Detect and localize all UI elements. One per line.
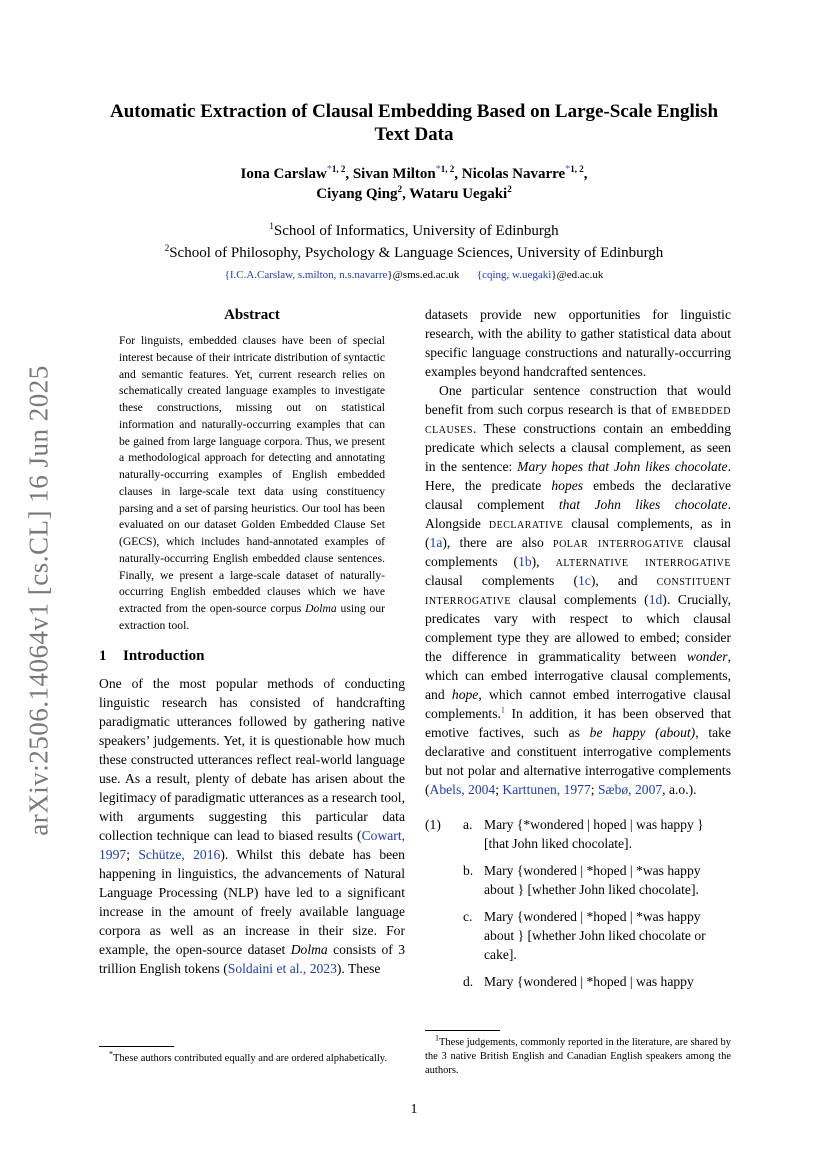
- citation-link[interactable]: Sæbø, 2007: [597, 782, 663, 797]
- example-text: Mary {*wondered | hoped | was happy } [that John liked chocolate].: [484, 817, 704, 851]
- example-ref-link[interactable]: 1d: [648, 592, 663, 607]
- arxiv-stamp-text: arXiv:2506.14064v1 [cs.CL] 16 Jun 2025: [23, 364, 54, 836]
- author-affil-sup: 1, 2: [440, 164, 455, 174]
- citation-link[interactable]: Abels, 2004: [429, 782, 496, 797]
- paper-header: [60, 100, 768, 282]
- email-list: {I.C.A.Carslaw, s.milton, n.s.navarre}@sms.ed.ac.uk {cqing, w.uegaki}@ed.ac.uk: [224, 269, 604, 281]
- page-number: 1: [410, 1102, 418, 1117]
- example-text: Mary {wondered | *hoped | *was happy about } [whether John liked chocolate].: [484, 863, 701, 897]
- footnote-equal-contribution: *These authors contributed equally and are ordered alphabetically.: [99, 1046, 405, 1066]
- body-paragraph: One particular sentence construction that would benefit from such corpus research is that of embedded clauses. These constructions contain an embedding predicate which selects a clausal complement, as seen in the sentence: Mary hopes that John likes chocolate. Here, the predicate hopes embeds the declarative clausal complement that John likes chocolate. Alongside declarative clausal complements, as in (1a), there are also polar interrogative clausal complements (1b), alternative interrogative clausal complements (1c), and constituent interrogative clausal complements (1d). Crucially, predicates vary with respect to which clausal complement type they are allowed to embed; consider the difference in grammaticality between wonder, which can embed interrogative clausal complements, and hope, which cannot embed interrogative clausal complements.$^1$ In addition, it has been observed that emotive factives, such as be happy (about), take declarative and constituent interrogative complements but not polar and alternative interrogative complements (Abels, 2004; Karttunen, 1977; Sæbø, 2007, a.o.).: [425, 383, 732, 797]
- citation-link[interactable]: Cowart, 1997: [99, 827, 405, 862]
- example-ref-link[interactable]: 1c: [577, 573, 591, 588]
- author-name: Iona Carslaw: [240, 166, 327, 182]
- citation-link[interactable]: Schütze, 2016: [138, 846, 221, 862]
- author-name: Wataru Uegaki: [409, 186, 508, 202]
- equal-contribution-mark: *: [435, 164, 441, 175]
- example-letter: a.: [463, 817, 473, 832]
- affiliation: $^1$School of Informatics, University of Edinburgh: [269, 221, 559, 239]
- citation-link[interactable]: Soldaini et al., 2023: [227, 960, 337, 976]
- email-link[interactable]: I.C.A.Carslaw, s.milton, n.s.navarre: [229, 269, 388, 281]
- author-affil-sup: 1, 2: [570, 164, 584, 174]
- abstract-body: For linguists, embedded clauses have been of special interest because of their intricate distribution of syntactic and semantic features. Yet, current research relies on schematically created language examples to investigate these constructions, missing out on statistical information and naturally-occurring examples that can be gained from large language corpora. Thus, we present a methodological approach for detecting and annotating naturally-occurring examples of English embedded clauses in large-scale text data using constituency parsing and a set of parsing heuristics. Our tool has been evaluated on our dataset Golden Embedded Clause Set (GECS), which includes hand-annotated examples of naturally-occurring English embedded clause sentences. Finally, we present a large-scale dataset of naturally-occurring English embedded clauses which we have extracted from the open-source corpus Dolma using our extraction tool.: [119, 334, 385, 632]
- author-list: Iona Carslaw$^{*1, 2}$, Sivan Milton$^{*1, 2}$, Nicolas Navarre$^{*1, 2}$, Ciyang Qing$^2$, Wataru Uegaki$^2$: [240, 164, 588, 202]
- intro-paragraph: One of the most popular methods of conducting linguistic research has consisted of handcrafting paradigmatic utterances followed by gathering native speakers’ judgements. Yet, it is questionable how much these constructed utterances reflect real-world language use. As a result, plenty of debate has arisen about the legitimacy of paradigmatic utterances as a research tool, with arguments suggesting this particular data collection technique can lead to biased results (Cowart, 1997; Schütze, 2016). Whilst this debate has been happening in linguistics, the advancements of Natural Language Processing (NLP) have led to a significant increase in the amount of freely available language corpora as well as an increase in their size. For example, the open-source dataset Dolma consists of 3 trillion English tokens (Soldaini et al., 2023). These: [99, 675, 405, 976]
- footnote-rule: [425, 1030, 500, 1031]
- title-line-2: Text Data: [374, 124, 454, 145]
- section-heading-introduction: 1 Introduction: [99, 647, 205, 664]
- example-text: Mary {wondered | *hoped | was happy: [484, 974, 694, 989]
- paper-title: [60, 100, 768, 146]
- example-item: [425, 815, 731, 853]
- title-line-1: Automatic Extraction of Clausal Embedding Based on Large-Scale English: [109, 101, 719, 122]
- email-link[interactable]: cqing, w.uegaki: [482, 269, 552, 281]
- linguistic-example-1: [425, 815, 731, 991]
- example-number: (1): [425, 817, 441, 832]
- body-paragraph: datasets provide new opportunities for linguistic research, with the ability to gather statistical data about specific language constructions and naturally-occurring examples beyond handcrafted sentences.: [425, 307, 731, 379]
- author-affil-sup: 2: [507, 184, 512, 194]
- author-name: Sivan Milton: [352, 166, 436, 182]
- left-column: [99, 305, 405, 978]
- footnote-ref-link[interactable]: 1: [500, 705, 505, 715]
- author-affil-sup: 1, 2: [331, 164, 346, 174]
- footnote-rule: [99, 1046, 174, 1047]
- author-name: Ciyang Qing: [316, 186, 398, 202]
- author-affil-sup: 2: [397, 184, 403, 194]
- example-ref-link[interactable]: 1b: [518, 554, 532, 569]
- example-item: [425, 861, 731, 899]
- example-letter: c.: [463, 909, 473, 924]
- example-item: [425, 907, 731, 964]
- equal-contribution-mark: *: [326, 164, 332, 175]
- footnote-1: $^1$These judgements, commonly reported in the literature, are shared by the 3 native British English and Canadian English speakers among the authors.: [425, 1030, 731, 1078]
- affiliation-list: [60, 220, 768, 264]
- affiliation: $^2$School of Philosophy, Psychology & Language Sciences, University of Edinburgh: [164, 243, 664, 261]
- arxiv-stamp: [18, 330, 60, 870]
- equal-contribution-mark: *: [565, 164, 571, 175]
- example-ref-link[interactable]: 1a: [429, 535, 443, 550]
- citation-link[interactable]: Karttunen, 1977: [502, 782, 591, 797]
- example-letter: d.: [463, 974, 474, 989]
- example-item: [425, 972, 731, 991]
- example-letter: b.: [463, 863, 474, 878]
- author-name: Nicolas Navarre: [461, 166, 566, 182]
- right-column: [425, 305, 731, 999]
- abstract-heading: Abstract: [224, 307, 280, 323]
- example-text: Mary {wondered | *hoped | *was happy about } [whether John liked chocolate or cake].: [484, 909, 706, 962]
